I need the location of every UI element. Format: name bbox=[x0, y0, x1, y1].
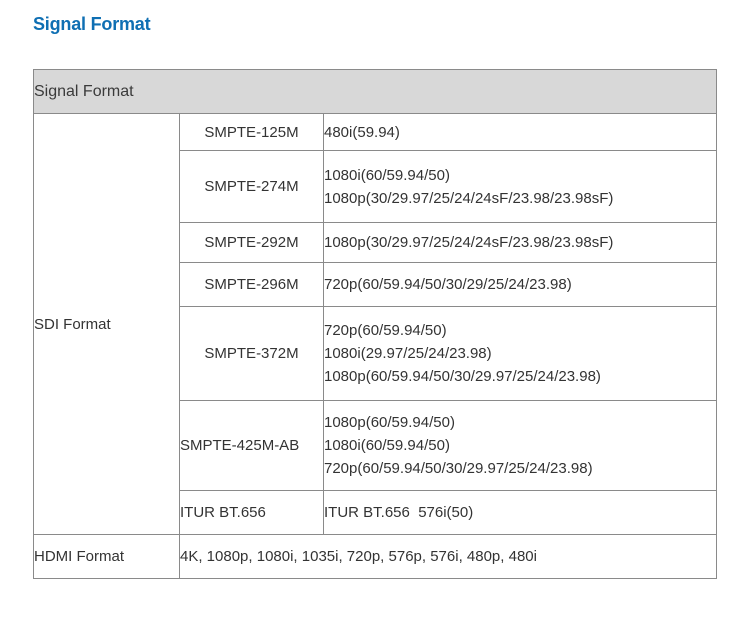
format-line: 720p(60/59.94/50/30/29/25/24/23.98) bbox=[324, 276, 572, 293]
format-line: 1080p(30/29.97/25/24/24sF/23.98/23.98sF) bbox=[324, 189, 614, 207]
format-line: 1080i(60/59.94/50) bbox=[324, 437, 450, 454]
format-line: 720p(60/59.94/50/30/29.97/25/24/23.98) bbox=[324, 460, 593, 477]
sdi-format-label: SDI Format bbox=[34, 114, 180, 535]
format-line: ITUR BT.656 576i(50) bbox=[324, 504, 474, 521]
format-cell bbox=[324, 114, 717, 151]
format-line: 720p(60/59.94/50) bbox=[324, 322, 447, 339]
format-line: 1080p(60/59.94/50/30/29.97/25/24/23.98) bbox=[324, 368, 601, 385]
format-cell bbox=[324, 151, 717, 223]
standard-cell: SMPTE-292M bbox=[180, 223, 324, 263]
format-line: 1080i(29.97/25/24/23.98) bbox=[324, 345, 492, 362]
table-header-row bbox=[34, 70, 717, 114]
table-row bbox=[34, 535, 717, 579]
standard-cell: SMPTE-425M-AB bbox=[180, 401, 324, 491]
format-line: 1080i(60/59.94/50) bbox=[324, 166, 450, 184]
format-cell bbox=[324, 263, 717, 307]
format-cell bbox=[324, 401, 717, 491]
format-cell bbox=[324, 491, 717, 535]
standard-cell: SMPTE-296M bbox=[180, 263, 324, 307]
standard-cell: SMPTE-372M bbox=[180, 307, 324, 401]
format-line: 1080p(30/29.97/25/24/24sF/23.98/23.98sF) bbox=[324, 234, 614, 251]
hdmi-format-label: HDMI Format bbox=[34, 535, 180, 579]
table-header: Signal Format bbox=[34, 70, 717, 114]
standard-cell: SMPTE-125M bbox=[180, 114, 324, 151]
page-title: Signal Format bbox=[33, 14, 151, 34]
format-line: 1080p(60/59.94/50) bbox=[324, 414, 455, 431]
format-line: 480i(59.94) bbox=[324, 123, 400, 141]
hdmi-formats-cell: 4K, 1080p, 1080i, 1035i, 720p, 576p, 576i, 480p, 480i bbox=[180, 535, 717, 579]
standard-cell: SMPTE-274M bbox=[180, 151, 324, 223]
standard-cell: ITUR BT.656 bbox=[180, 491, 324, 535]
table-row bbox=[34, 114, 717, 151]
format-cell bbox=[324, 223, 717, 263]
format-cell bbox=[324, 307, 717, 401]
signal-format-table bbox=[33, 69, 717, 579]
